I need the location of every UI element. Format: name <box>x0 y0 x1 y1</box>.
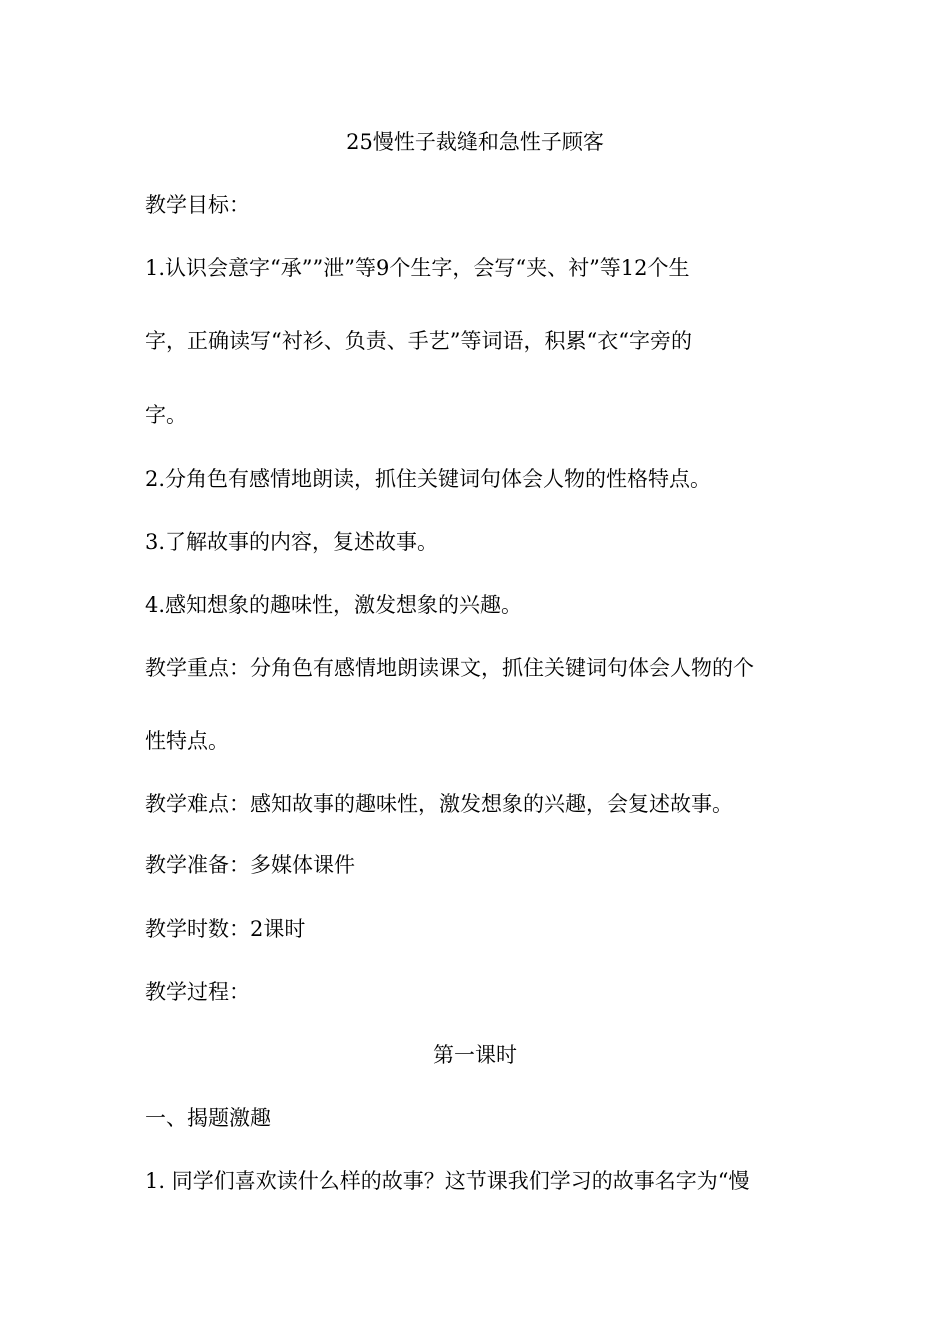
objective-3: 3.了解故事的内容，复述故事。 <box>145 530 439 554</box>
section-1-heading: 一、揭题激趣 <box>145 1106 271 1130</box>
preparation: 教学准备：多媒体课件 <box>145 853 355 877</box>
objectives-heading: 教学目标： <box>145 193 250 217</box>
lesson-heading: 第一课时 <box>433 1043 517 1067</box>
process-heading: 教学过程： <box>145 980 250 1004</box>
difficulties: 教学难点：感知故事的趣味性，激发想象的兴趣，会复述故事。 <box>145 792 733 816</box>
key-points-line-1: 教学重点：分角色有感情地朗读课文，抓住关键词句体会人物的个 <box>145 656 754 680</box>
objective-2: 2.分角色有感情地朗读，抓住关键词句体会人物的性格特点。 <box>145 467 712 491</box>
objective-1-line-2: 字，正确读写“衬衫、负责、手艺”等词语，积累“衣“字旁的 <box>145 329 692 353</box>
objective-4: 4.感知想象的趣味性，激发想象的兴趣。 <box>145 593 523 617</box>
document-title: 25慢性子裁缝和急性子顾客 <box>346 130 604 154</box>
objective-1-line-3: 字。 <box>145 403 187 427</box>
objective-1-line-1: 1.认识会意字“承””泄”等9个生字，会写“夹、衬”等12个生 <box>145 256 690 280</box>
key-points-line-2: 性特点。 <box>145 729 229 753</box>
hours: 教学时数：2课时 <box>145 917 306 941</box>
section-1-item-1: 1. 同学们喜欢读什么样的故事？这节课我们学习的故事名字为“慢 <box>145 1169 750 1193</box>
